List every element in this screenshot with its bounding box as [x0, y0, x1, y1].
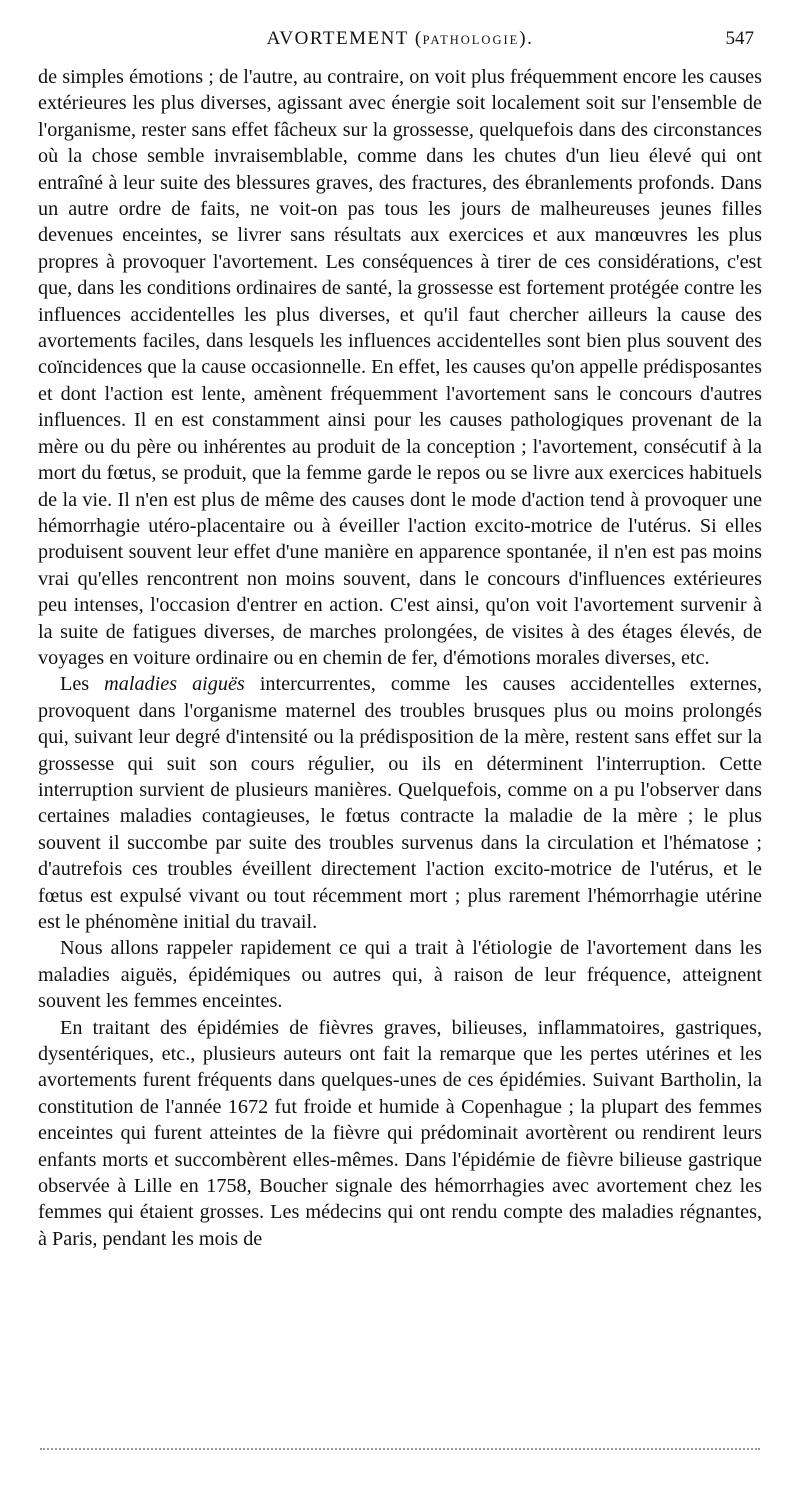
page-header [38, 28, 762, 58]
page-number: 547 [725, 28, 754, 49]
running-title-subject: PATHOLOGIE [422, 33, 520, 47]
paragraph-3: Nous allons rappeler rapidement ce qui a trait à l'étiologie de l'avortement dans les maladies aiguës, épidémiques ou autres qui, à raison de leur fréquence, atteignent souvent les femmes enceintes. [38, 937, 762, 1013]
paragraph-2 [38, 671, 762, 935]
running-title-end: ). [519, 28, 534, 49]
paragraph-2-text: intercurrentes, comme les causes accidentelles externes, provoquent dans l'organisme maternel des troubles brusques plus ou moins prolongés qui, suivant leur degré d'intensité ou la prédisposition de la mère, restent sans effet sur la grossesse qui suit son cours régulier, ou ils en déterminent l'interruption. Cette interruption survient de plusieurs manières. Quelquefois, comme on a pu l'observer dans certaines maladies contagieuses, le fœtus contracte la maladie de la mère ; le plus souvent il succombe par suite des troubles survenus dans la circulation et l'hématose ; d'autrefois ces troubles éveillent directement l'action excito-motrice de l'utérus, et le fœtus est expulsé vivant ou tout récemment mort ; plus rarement l'hémorrhagie utérine est le phénomène initial du travail. [38, 673, 762, 933]
running-title [38, 28, 762, 50]
paragraph-2-lead: Les [60, 673, 105, 696]
paragraph-2-italic-term: maladies aiguës [104, 673, 245, 696]
running-title-main: AVORTEMENT ( [266, 28, 423, 49]
bottom-dotted-rule [40, 1448, 760, 1450]
paragraph-1: de simples émotions ; de l'autre, au contraire, on voit plus fréquemment encore les causes extérieures les plus diverses, agissant avec énergie soit localement soit sur l'ensemble de l'organisme, rester sans effet fâcheux sur la grossesse, quelquefois dans des circonstances où la chose semble invraisemblable, comme dans les chutes d'un lieu élevé qui ont entraîné à leur suite des blessures graves, des fractures, des ébranlements profonds. Dans un autre ordre de faits, ne voit-on pas tous les jours de malheureuses jeunes filles devenues enceintes, se livrer sans résultats aux exercices et aux manœuvres les plus propres à provoquer l'avortement. Les conséquences à tirer de ces considérations, c'est que, dans les conditions ordinaires de santé, la grossesse est fortement protégée contre les influences accidentelles les plus diverses, et qu'il faut chercher ailleurs la cause des avortements faciles, dans lesquels les influences accidentelles sont bien plus souvent des coïncidences que la cause occasionnelle. En effet, les causes qu'on appelle prédisposantes et dont l'action est lente, amènent fréquemment l'avortement sans le concours d'autres influences. Il en est constamment ainsi pour les causes pathologiques provenant de la mère ou du père ou inhérentes au produit de la conception ; l'avortement, consécutif à la mort du fœtus, se produit, que la femme garde le repos ou se livre aux exercices habituels de la vie. Il n'en est plus de même des causes dont le mode d'action tend à provoquer une hémorrhagie utéro-placentaire ou à éveiller l'action excito-motrice de l'utérus. Si elles produisent souvent leur effet d'une manière en apparence spontanée, il n'en est pas moins vrai qu'elles rencontrent non moins souvent, dans le concours d'influences extérieures peu intenses, l'occasion d'entrer en action. C'est ainsi, qu'on voit l'avortement survenir à la suite de fatigues diverses, de marches prolongées, de visites à des étages élevés, de voyages en voiture ordinaire ou en chemin de fer, d'émotions morales diverses, etc. [38, 66, 762, 669]
paragraph-4: En traitant des épidémies de fièvres graves, bilieuses, inflammatoires, gastriques, dysentériques, etc., plusieurs auteurs ont fait la remarque que les pertes utérines et les avortements furent fréquents dans quelques-unes de ces épidémies. Suivant Bartholin, la constitution de l'année 1672 fut froide et humide à Copenhague ; la plupart des femmes enceintes qui furent atteintes de la fièvre qui prédominait avortèrent ou rendirent leurs enfants morts et succombèrent elles-mêmes. Dans l'épidémie de fièvre bilieuse gastrique observée à Lille en 1758, Boucher signale des hémorrhagies avec avortement chez les femmes qui étaient grosses. Les médecins qui ont rendu compte des maladies régnantes, à Paris, pendant les mois de [38, 1016, 762, 1250]
